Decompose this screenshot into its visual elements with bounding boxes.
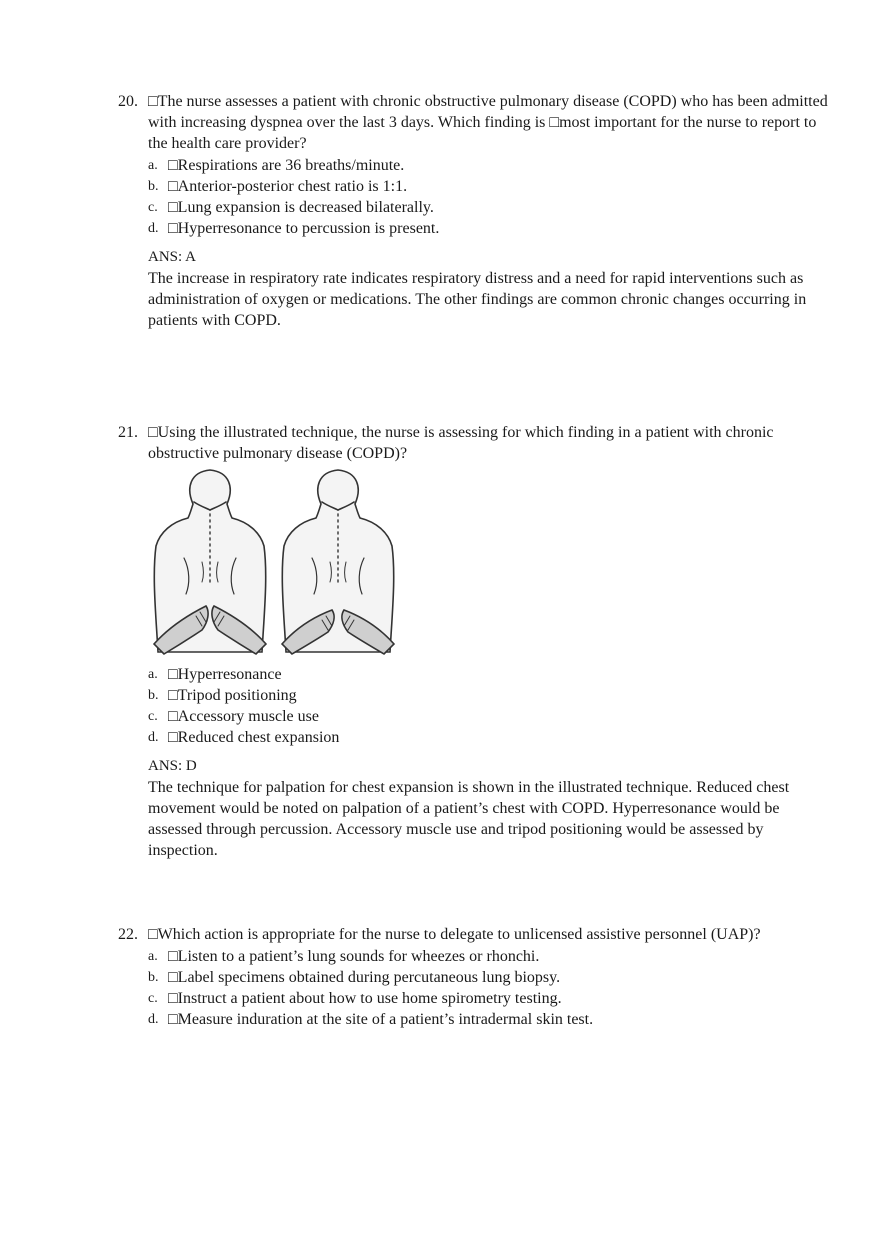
question-stem (118, 924, 828, 945)
rationale: The increase in respiratory rate indicates respiratory distress and a need for rapid interventions such as administration of oxygen or medications. The other findings are common chronic changes occurring in patients with COPD. (148, 270, 807, 329)
options-list (148, 946, 828, 1030)
rationale: The technique for palpation for chest expansion is shown in the illustrated technique. Reduced chest movement would be noted on palpation of a patient’s chest with COPD. Hyperresonance would be assessed through percussion. Accessory muscle use and tripod positioning would be assessed by inspection. (148, 779, 790, 859)
option-a: a. □Hyperresonance (148, 666, 282, 683)
question-text: □Which action is appropriate for the nurse to delegate to unlicensed assistive personnel (UAP)? (148, 926, 761, 943)
question-21 (118, 422, 828, 861)
option-d: d. □Reduced chest expansion (148, 729, 340, 746)
answer-key: ANS: A (148, 249, 196, 265)
option-c: c. □Instruct a patient about how to use home spirometry testing. (148, 990, 562, 1007)
option-b: b. □Label specimens obtained during percutaneous lung biopsy. (148, 969, 561, 986)
option-c: c. □Lung expansion is decreased bilaterally. (148, 199, 434, 216)
question-number: 20. (118, 93, 138, 110)
question-number: 22. (118, 926, 138, 943)
question-22 (118, 924, 828, 1030)
options-list (148, 155, 828, 239)
option-c: c. □Accessory muscle use (148, 708, 319, 725)
options-list (148, 664, 828, 748)
question-text: □Using the illustrated technique, the nurse is assessing for which finding in a patient with chronic obstructive pulmonary disease (COPD)? (148, 424, 774, 462)
answer-key: ANS: D (148, 758, 197, 774)
answer-block (148, 247, 828, 331)
question-stem (118, 91, 828, 154)
option-b: b. □Anterior-posterior chest ratio is 1:1. (148, 178, 408, 195)
option-d: d. □Hyperresonance to percussion is present. (148, 220, 440, 237)
question-number: 21. (118, 424, 138, 441)
option-a: a. □Listen to a patient’s lung sounds for wheezes or rhonchi. (148, 948, 540, 965)
palpation-illustration (150, 466, 398, 656)
option-d: d. □Measure induration at the site of a patient’s intradermal skin test. (148, 1011, 594, 1028)
answer-block (148, 756, 828, 861)
question-text: □The nurse assesses a patient with chronic obstructive pulmonary disease (COPD) who has been admitted with increasing dyspnea over the last 3 days. Which finding is □most important for the nurse to report to the health care provider? (148, 93, 828, 152)
option-a: a. □Respirations are 36 breaths/minute. (148, 157, 405, 174)
question-20 (118, 91, 828, 331)
question-stem (118, 422, 828, 464)
option-b: b. □Tripod positioning (148, 687, 297, 704)
